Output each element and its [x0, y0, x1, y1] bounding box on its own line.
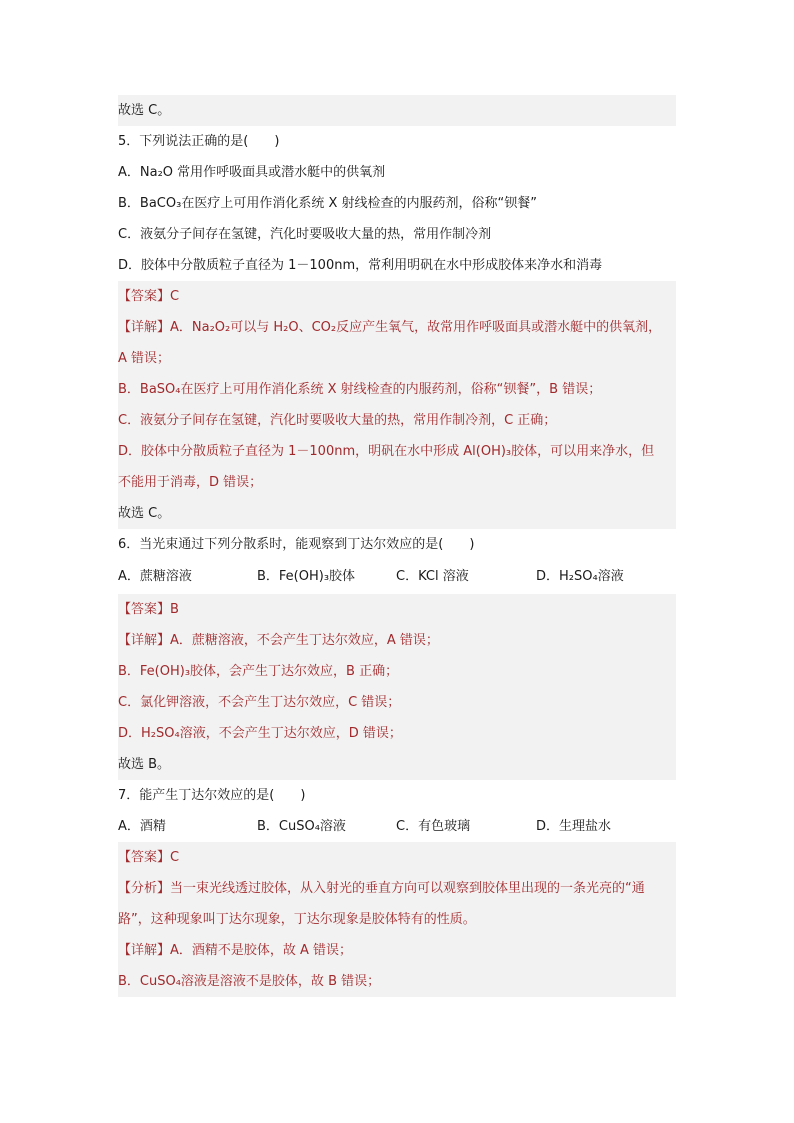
text-line: D．胶体中分散质粒子直径为 1－100nm，常利用明矾在水中形成胶体来净水和消毒 — [118, 258, 603, 273]
text-line: 不能用于消毒，D 错误； — [118, 467, 676, 498]
text-line: 路”，这种现象叫丁达尔现象，丁达尔现象是胶体特有的性质。 — [118, 904, 676, 935]
q7-option-a: A．酒精 — [118, 819, 166, 834]
document-page — [118, 95, 676, 997]
question-7-answer-block — [118, 842, 676, 997]
text-line: A 错误； — [118, 343, 676, 374]
text-line: 【答案】B — [118, 594, 676, 625]
text-line: 5．下列说法正确的是( ) — [118, 134, 280, 149]
text-line: B．BaSO₄在医疗上可用作消化系统 X 射线检查的内服药剂，俗称“钡餐”，B 错误； — [118, 374, 676, 405]
q6-option-a: A．蔗糖溶液 — [118, 569, 192, 584]
q7-option-b: B．CuSO₄溶液 — [257, 819, 346, 834]
text-line: 【详解】A．酒精不是胶体，故 A 错误； — [118, 935, 676, 966]
text-line: C．氯化钾溶液，不会产生丁达尔效应，C 错误； — [118, 687, 676, 718]
question-6-options — [118, 560, 676, 594]
q6-option-c: C．KCl 溶液 — [396, 569, 469, 584]
text-line: A．Na₂O 常用作呼吸面具或潜水艇中的供氧剂 — [118, 165, 386, 180]
text-line: 【答案】C — [118, 281, 676, 312]
question-5-block — [118, 95, 676, 560]
question-6-answer-block — [118, 594, 676, 811]
text-line: D．胶体中分散质粒子直径为 1－100nm，明矾在水中形成 Al(OH)₃胶体，可以用来净水，但 — [118, 436, 676, 467]
q7-option-d: D．生理盐水 — [536, 819, 612, 834]
q7-option-c: C．有色玻璃 — [396, 819, 471, 834]
text-line: 故选 C。 — [118, 95, 676, 126]
text-line: 故选 C。 — [118, 498, 676, 529]
question-7-options — [118, 811, 676, 842]
text-line: D．H₂SO₄溶液，不会产生丁达尔效应，D 错误； — [118, 718, 676, 749]
text-line: B．Fe(OH)₃胶体，会产生丁达尔效应，B 正确； — [118, 656, 676, 687]
text-line: 【详解】A．蔗糖溶液，不会产生丁达尔效应，A 错误； — [118, 625, 676, 656]
text-line: C．液氨分子间存在氢键，汽化时要吸收大量的热，常用作制冷剂，C 正确； — [118, 405, 676, 436]
text-line: 【分析】当一束光线透过胶体，从入射光的垂直方向可以观察到胶体里出现的一条光亮的“通 — [118, 873, 676, 904]
q6-option-b: B．Fe(OH)₃胶体 — [257, 569, 356, 584]
text-line: 【详解】A．Na₂O₂可以与 H₂O、CO₂反应产生氧气，故常用作呼吸面具或潜水艇中的供氧剂， — [118, 312, 676, 343]
q6-option-d: D．H₂SO₄溶液 — [536, 569, 624, 584]
text-line: 【答案】C — [118, 842, 676, 873]
text-line: B．CuSO₄溶液是溶液不是胶体，故 B 错误； — [118, 966, 676, 997]
text-line: C．液氨分子间存在氢键，汽化时要吸收大量的热，常用作制冷剂 — [118, 227, 492, 242]
text-line: 7．能产生丁达尔效应的是( ) — [118, 788, 306, 803]
text-line: 故选 B。 — [118, 749, 676, 780]
text-line: B．BaCO₃在医疗上可用作消化系统 X 射线检查的内服药剂，俗称“钡餐” — [118, 196, 537, 211]
text-line: 6．当光束通过下列分散系时，能观察到丁达尔效应的是( ) — [118, 537, 475, 552]
